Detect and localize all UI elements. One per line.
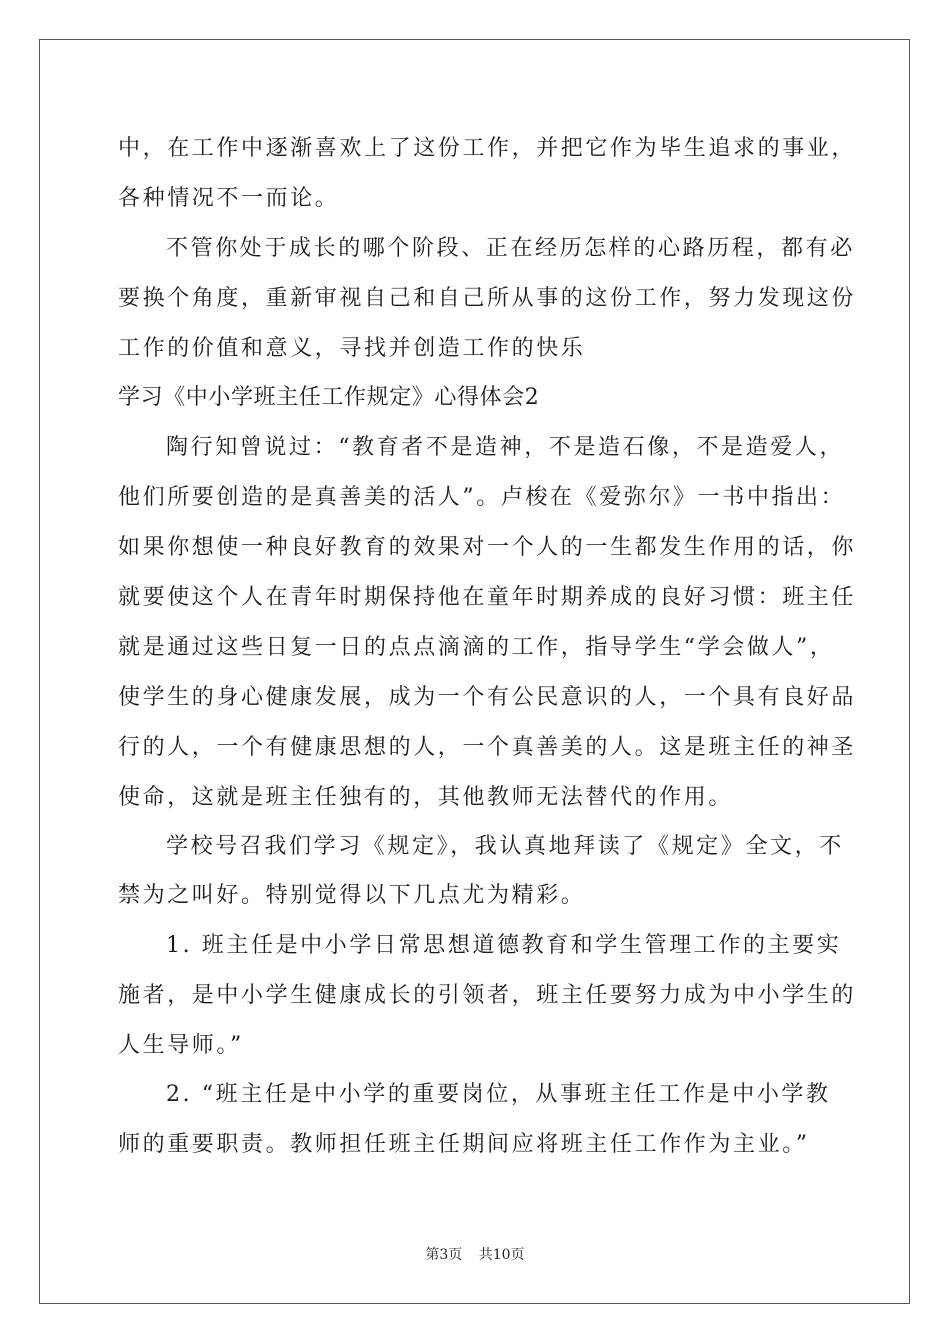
- text-line: 就要使这个人在青年时期保持他在童年时期养成的良好习惯：班主任: [118, 585, 857, 610]
- text-line: 2. “班主任是中小学的重要岗位，从事班主任工作是中小学教: [166, 1082, 831, 1107]
- text-line: 要换个角度，重新审视自己和自己所从事的这份工作，努力发现这份: [118, 286, 857, 311]
- text-line: 各种情况不一而论。: [118, 186, 340, 211]
- page-number: 第3页: [425, 1247, 463, 1263]
- text-line: 人生导师。”: [118, 1033, 244, 1058]
- text-line: 中，在工作中逐渐喜欢上了这份工作，并把它作为毕生追求的事业，: [118, 136, 857, 161]
- text-line: 行的人，一个有健康思想的人，一个真善美的人。这是班主任的神圣: [118, 735, 857, 760]
- text-line: 如果你想使一种良好教育的效果对一个人的一生都发生作用的话，你: [118, 535, 857, 560]
- page-footer: [0, 1244, 950, 1264]
- text-line: 他们所要创造的是真善美的活人”。卢梭在《爱弥尔》一书中指出：: [118, 485, 846, 510]
- text-line: 陶行知曾说过：“教育者不是造神，不是造石像，不是造爱人，: [166, 435, 845, 460]
- text-line: 师的重要职责。教师担任班主任期间应将班主任工作作为主业。”: [118, 1132, 810, 1157]
- text-line: 禁为之叫好。特别觉得以下几点尤为精彩。: [118, 883, 586, 908]
- page-border: [39, 39, 910, 1304]
- text-line: 学校号召我们学习《规定》，我认真地拜读了《规定》全文，不: [166, 834, 844, 859]
- section-heading: 学习《中小学班主任工作规定》心得体会2: [118, 385, 540, 410]
- text-line: 使命，这就是班主任独有的，其他教师无法替代的作用。: [118, 785, 734, 810]
- text-line: 工作的价值和意义，寻找并创造工作的快乐: [118, 336, 586, 361]
- page-total: 共10页: [478, 1247, 525, 1263]
- text-line: 1. 班主任是中小学日常思想道德教育和学生管理工作的主要实: [166, 933, 842, 958]
- text-line: 不管你处于成长的哪个阶段、正在经历怎样的心路历程，都有必: [166, 236, 855, 261]
- text-line: 施者，是中小学生健康成长的引领者，班主任要努力成为中小学生的: [118, 983, 857, 1008]
- text-line: 就是通过这些日复一日的点点滴滴的工作，指导学生“学会做人”，: [118, 635, 835, 660]
- text-line: 使学生的身心健康发展，成为一个有公民意识的人，一个具有良好品: [118, 685, 857, 710]
